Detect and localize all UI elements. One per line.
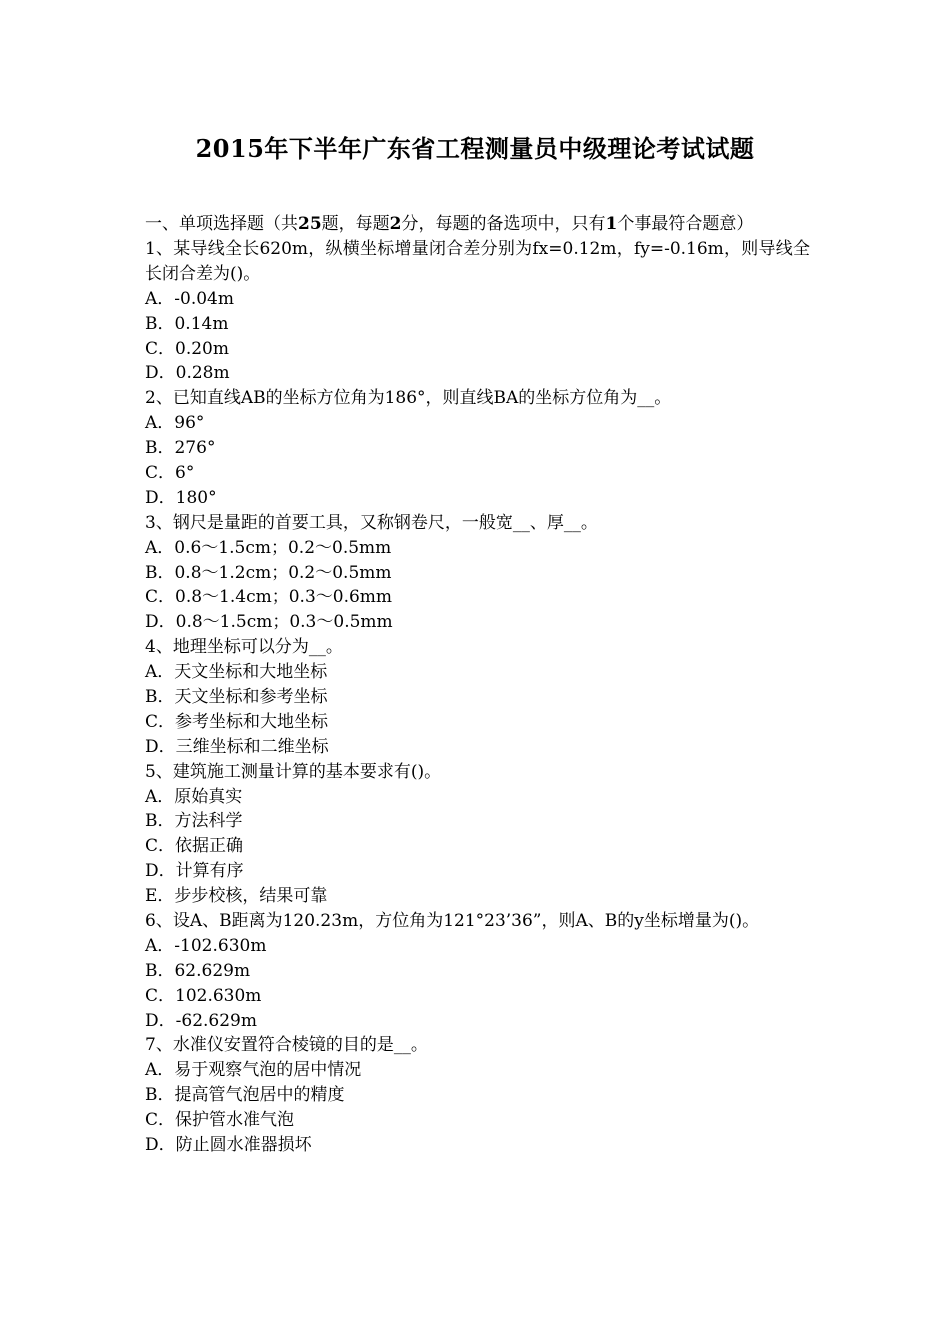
section-heading-part: 题，每题 (321, 214, 390, 234)
answer-option: B．0.14m (145, 313, 229, 334)
answer-option: D．防止圆水准器损坏 (145, 1135, 312, 1156)
answer-option: D．计算有序 (145, 861, 244, 882)
section-heading-part: 一、单项选择题（共 (145, 214, 298, 234)
answer-option: C．0.20m (145, 338, 229, 359)
answer-option: B．提高管气泡居中的精度 (145, 1085, 345, 1106)
question-text: 4、地理坐标可以分为__。 (145, 637, 343, 658)
answer-option: A．原始真实 (145, 786, 243, 807)
answer-option: C．依据正确 (145, 836, 244, 857)
points-per-question: 2 (389, 214, 402, 234)
answer-option: C．6° (145, 462, 195, 483)
answer-option: E．步步校核，结果可靠 (145, 886, 328, 907)
answer-option: A．96° (145, 413, 205, 434)
section-heading (145, 212, 810, 237)
correct-answer-count: 1 (605, 214, 618, 234)
answer-option: B．方法科学 (145, 811, 243, 832)
answer-option: A．0.6～1.5cm；0.2～0.5mm (145, 537, 392, 558)
question-text: 3、钢尺是量距的首要工具，又称钢卷尺，一般宽__、厚__。 (145, 512, 598, 533)
answer-option: B．0.8～1.2cm；0.2～0.5mm (145, 562, 392, 583)
question-text: 1、某导线全长620m，纵横坐标增量闭合差分别为fx=0.12m，fy=-0.16m，则导线全长闭合差为()。 (145, 238, 810, 284)
question-text: 5、建筑施工测量计算的基本要求有()。 (145, 761, 442, 782)
question-text: 2、已知直线AB的坐标方位角为186°，则直线BA的坐标方位角为__。 (145, 388, 672, 409)
answer-option: C．102.630m (145, 985, 262, 1006)
answer-option: C．0.8～1.4cm；0.3～0.6mm (145, 587, 393, 608)
question-count: 25 (298, 214, 322, 234)
answer-option: B．276° (145, 438, 216, 459)
answer-option: D．0.8～1.5cm；0.3～0.5mm (145, 612, 393, 633)
answer-option: C．保护管水准气泡 (145, 1110, 295, 1131)
answer-option: A．-0.04m (145, 288, 234, 309)
section-heading-part: 个事最符合题意） (617, 214, 754, 234)
answer-option: A．-102.630m (145, 935, 267, 956)
answer-option: B．天文坐标和参考坐标 (145, 686, 328, 707)
document-body (145, 212, 810, 1158)
document-title: 2015年下半年广东省工程测量员中级理论考试试题 (195, 134, 755, 163)
answer-option: D．0.28m (145, 363, 230, 384)
answer-option: B．62.629m (145, 960, 251, 981)
answer-option: D．三维坐标和二维坐标 (145, 736, 329, 757)
answer-option: D．-62.629m (145, 1010, 257, 1031)
answer-option: C．参考坐标和大地坐标 (145, 711, 329, 732)
answer-option: A．天文坐标和大地坐标 (145, 662, 328, 683)
section-heading-part: 分，每题的备选项中，只有 (401, 214, 606, 234)
answer-option: A．易于观察气泡的居中情况 (145, 1060, 362, 1081)
question-text: 6、设A、B距离为120.23m，方位角为121°23’36”，则A、B的y坐标增量为()。 (145, 910, 760, 931)
answer-option: D．180° (145, 487, 217, 508)
question-text: 7、水准仪安置符合棱镜的目的是__。 (145, 1035, 428, 1056)
